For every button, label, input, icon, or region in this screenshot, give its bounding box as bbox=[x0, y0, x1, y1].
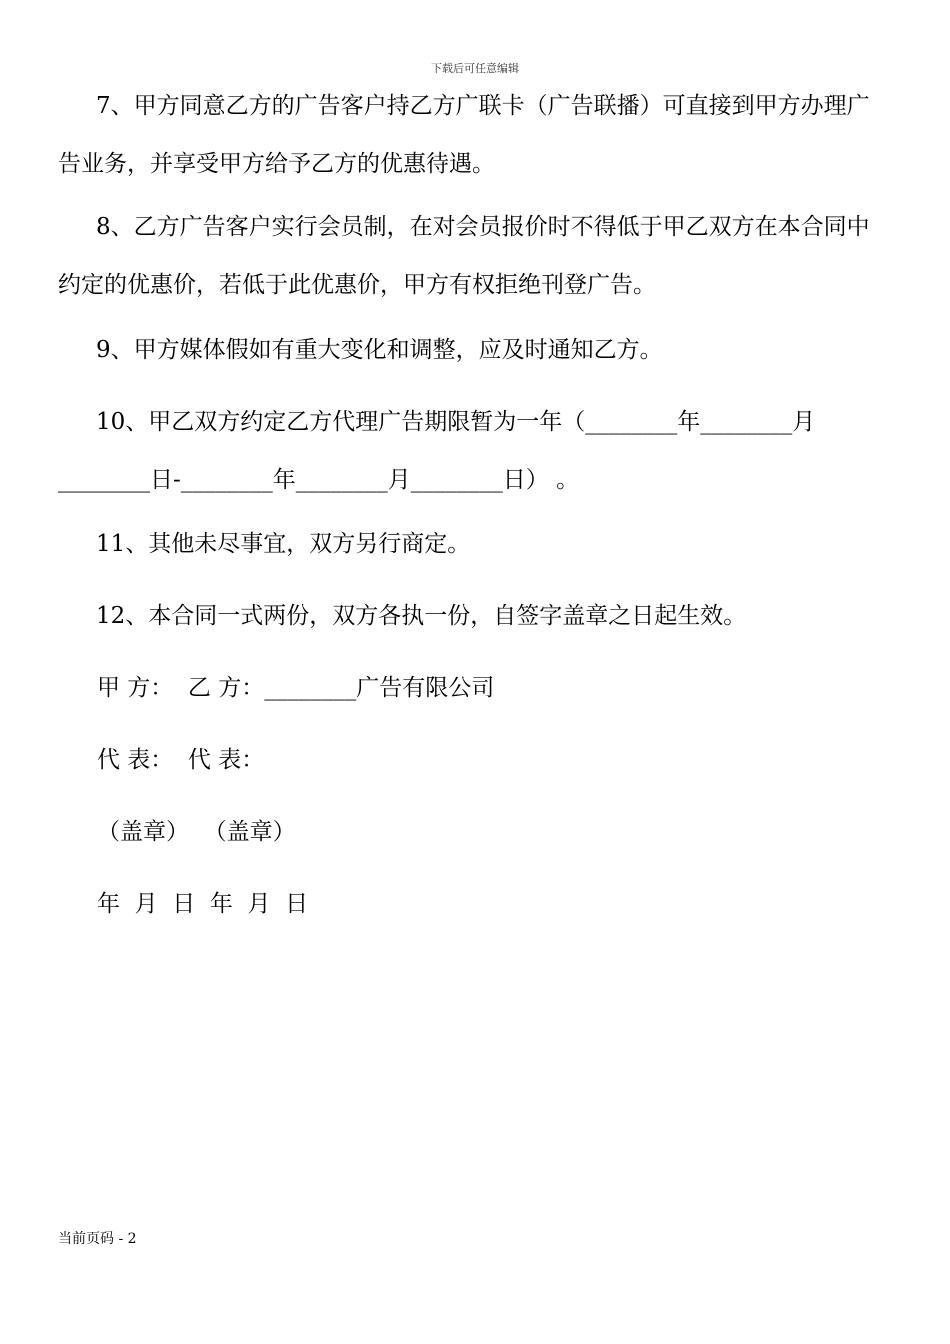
signature-parties: 甲 方： 乙 方：________广告有限公司 bbox=[97, 675, 495, 701]
header-note: 下载后可任意编辑 bbox=[431, 62, 519, 75]
clause-12: 12、本合同一式两份，双方各执一份，自签字盖章之日起生效。 bbox=[96, 603, 747, 629]
clause-8: 8、乙方广告客户实行会员制，在对会员报价时不得低于甲乙双方在本合同中约定的优惠价，若低于此优惠价，甲方有权拒绝刊登广告。 bbox=[58, 214, 870, 298]
clause-9: 9、甲方媒体假如有重大变化和调整，应及时通知乙方。 bbox=[96, 337, 663, 363]
signature-dates: 年 月 日 年 月 日 bbox=[97, 891, 309, 917]
clause-7: 7、甲方同意乙方的广告客户持乙方广联卡（广告联播）可直接到甲方办理广告业务，并享受甲方给予乙方的优惠待遇。 bbox=[58, 93, 870, 177]
clause-10: 10、甲乙双方约定乙方代理广告期限暂为一年（________年________月________日-________年________月________日） 。 bbox=[58, 409, 816, 493]
signature-seals: （盖章） （盖章） bbox=[97, 819, 296, 845]
signature-representatives: 代 表： 代 表： bbox=[97, 747, 265, 773]
page-number: 当前页码 - 2 bbox=[58, 1231, 137, 1247]
clause-11: 11、其他未尽事宜，双方另行商定。 bbox=[96, 531, 471, 557]
